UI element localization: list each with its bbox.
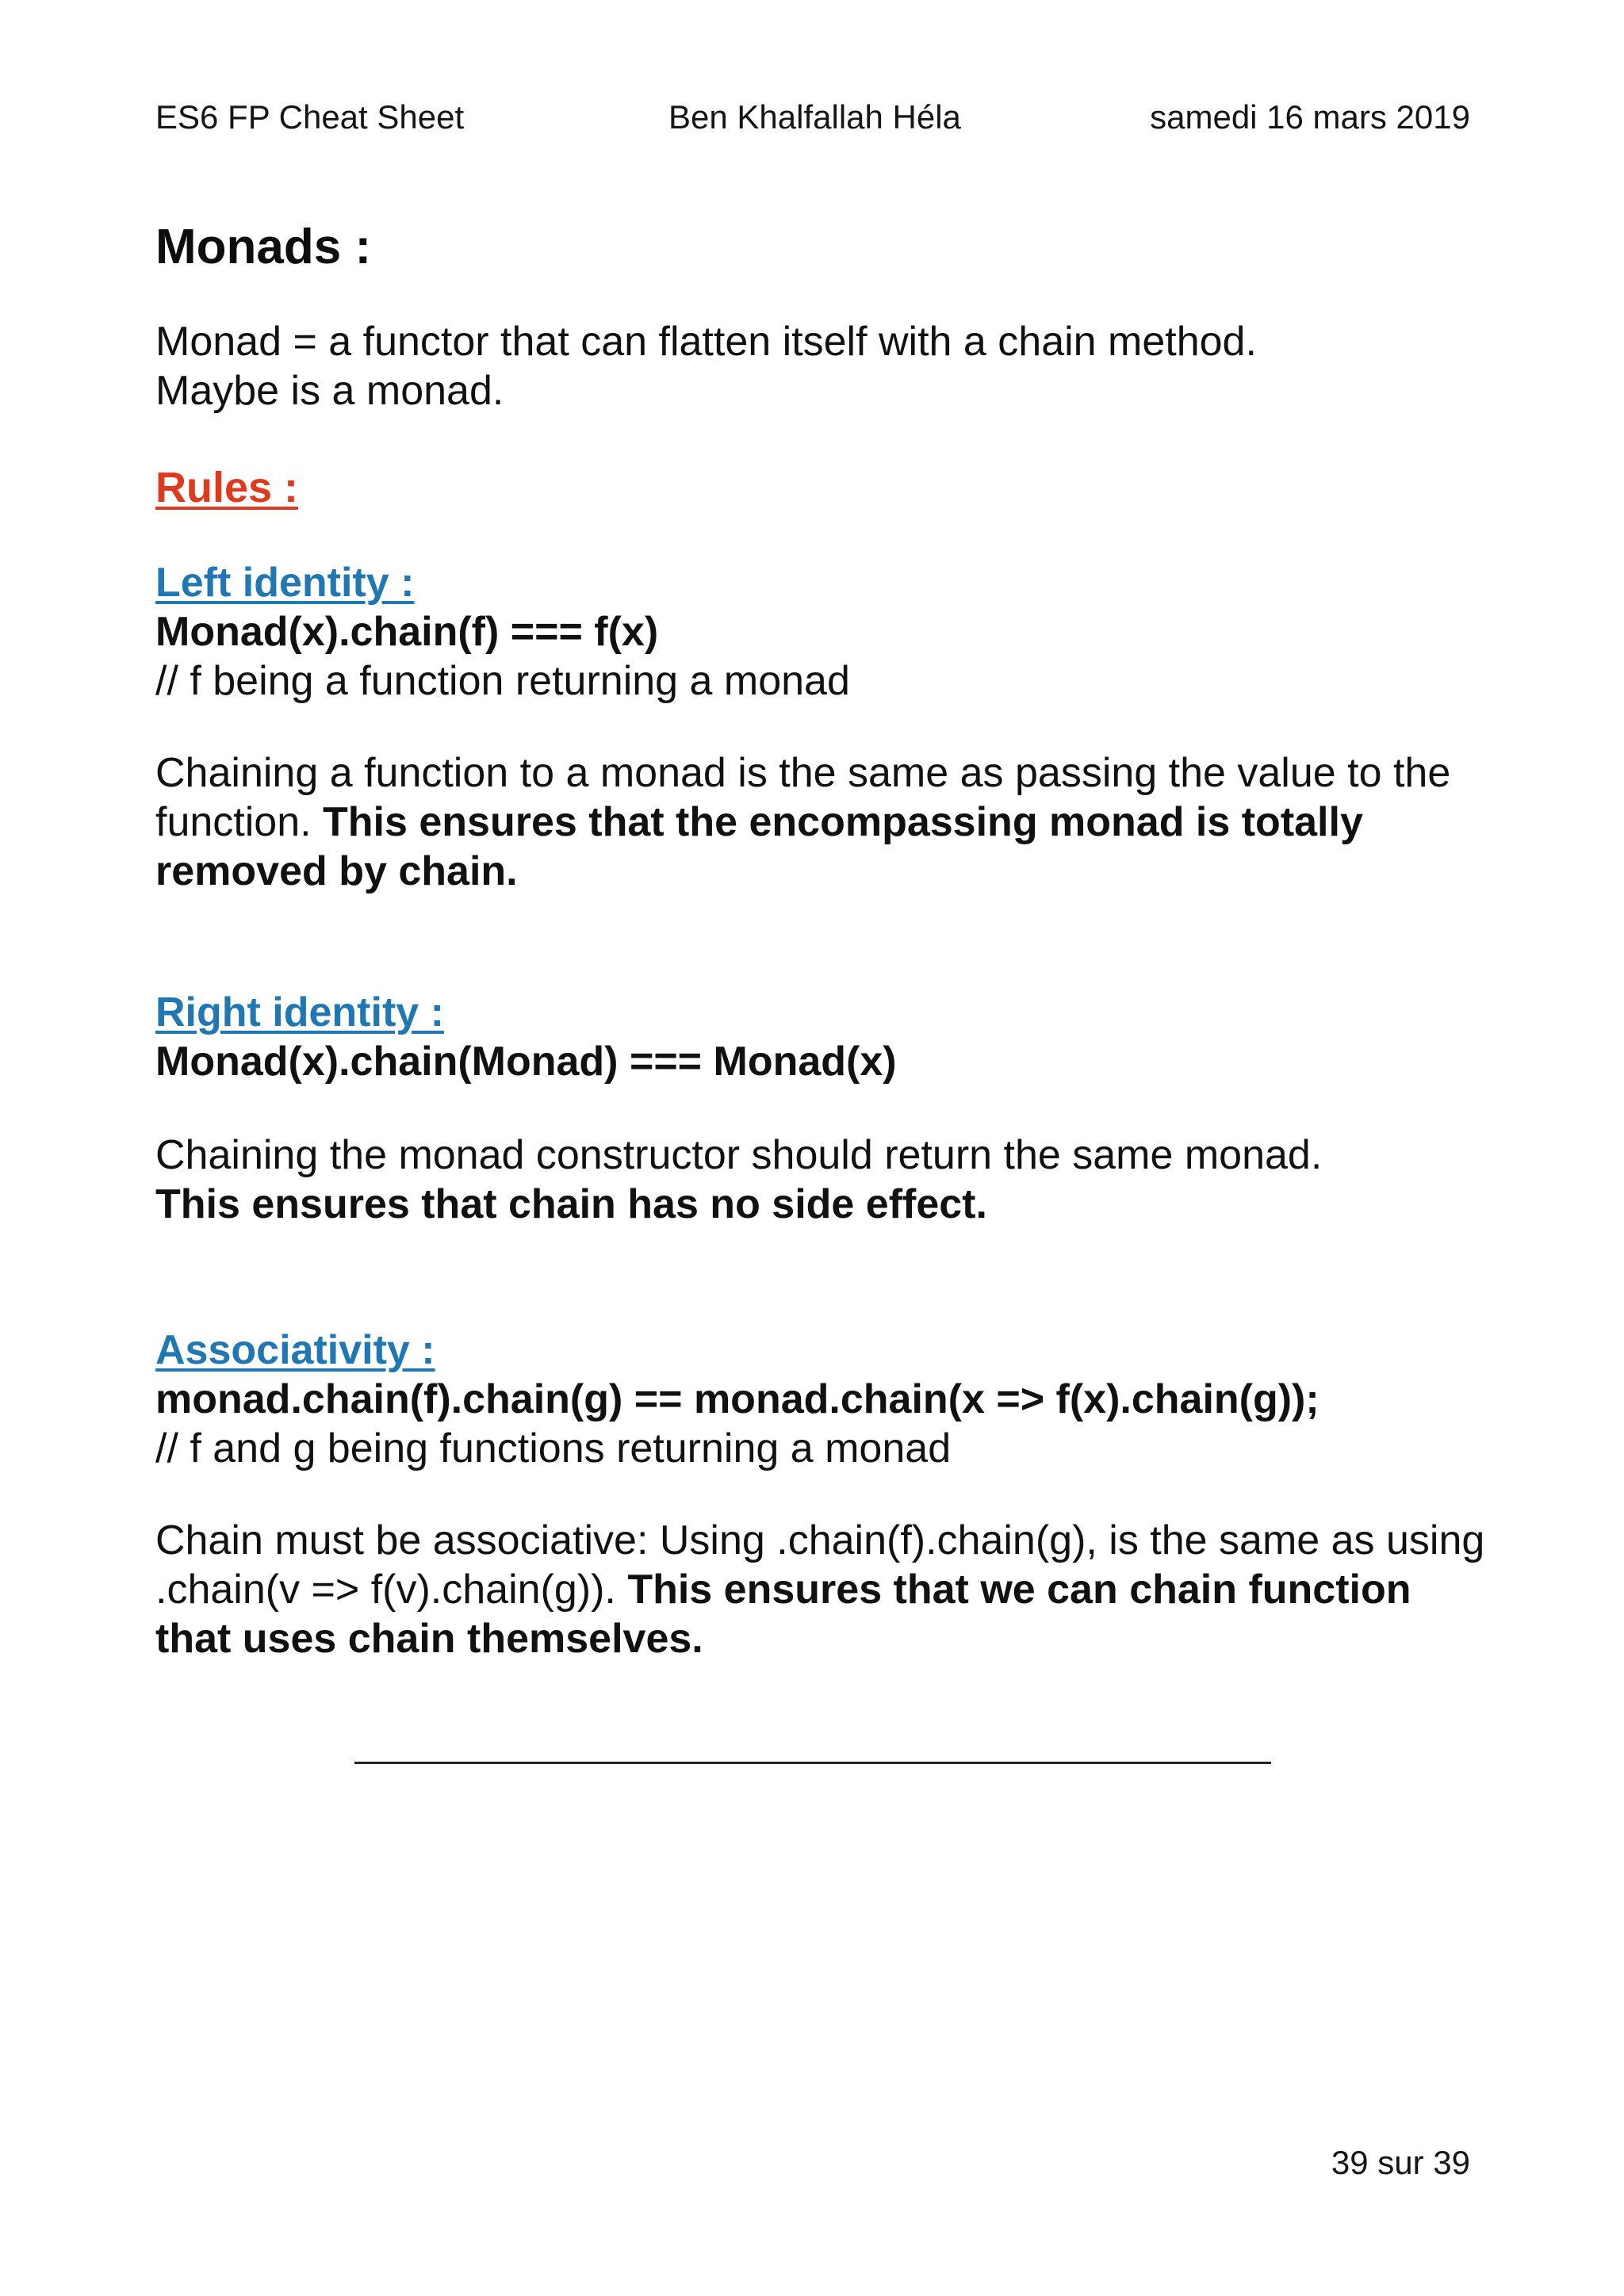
right-identity-heading: Right identity : xyxy=(155,989,444,1035)
intro-line-2: Maybe is a monad. xyxy=(155,368,504,414)
associativity-heading: Associativity : xyxy=(155,1327,435,1373)
right-identity-desc-normal: Chaining the monad constructor should return the same monad. xyxy=(155,1132,1323,1178)
associativity-desc-bold: This ensures that we can chain function that uses chain themselves. xyxy=(155,1567,1411,1662)
left-identity-description xyxy=(155,748,1488,896)
section-title: Monads : xyxy=(155,220,372,274)
associativity-law: monad.chain(f).chain(g) == monad.chain(x => f(x).chain(g)); xyxy=(155,1376,1320,1422)
left-identity-desc-normal: Chaining a function to a monad is the same as passing the value to the function. xyxy=(155,750,1451,845)
associativity-description xyxy=(155,1516,1488,1663)
intro-line-1: Monad = a functor that can flatten itself with a chain method. xyxy=(155,319,1257,365)
left-identity-comment: // f being a function returning a monad xyxy=(155,658,850,704)
associativity-desc-normal: Chain must be associative: Using .chain(f).chain(g), is the same as using .chain(v => f(v).chain(g)). xyxy=(155,1517,1485,1613)
rules-heading: Rules : xyxy=(155,464,299,511)
right-identity-description xyxy=(155,1131,1488,1229)
left-identity-heading: Left identity : xyxy=(155,560,415,606)
section-divider xyxy=(354,1762,1271,1764)
left-identity-desc-bold: This ensures that the encompassing monad is totally removed by chain. xyxy=(155,799,1363,894)
header-author: Ben Khalfallah Héla xyxy=(668,98,961,136)
associativity-comment: // f and g being functions returning a monad xyxy=(155,1425,952,1471)
header-doc-title: ES6 FP Cheat Sheet xyxy=(155,98,465,136)
right-identity-desc-bold: This ensures that chain has no side effect. xyxy=(155,1181,987,1227)
left-identity-law: Monad(x).chain(f) === f(x) xyxy=(155,609,659,655)
page-number: 39 sur 39 xyxy=(1331,2144,1470,2181)
intro-paragraph xyxy=(155,317,1488,415)
header-date: samedi 16 mars 2019 xyxy=(1150,98,1470,136)
right-identity-law: Monad(x).chain(Monad) === Monad(x) xyxy=(155,1039,897,1085)
